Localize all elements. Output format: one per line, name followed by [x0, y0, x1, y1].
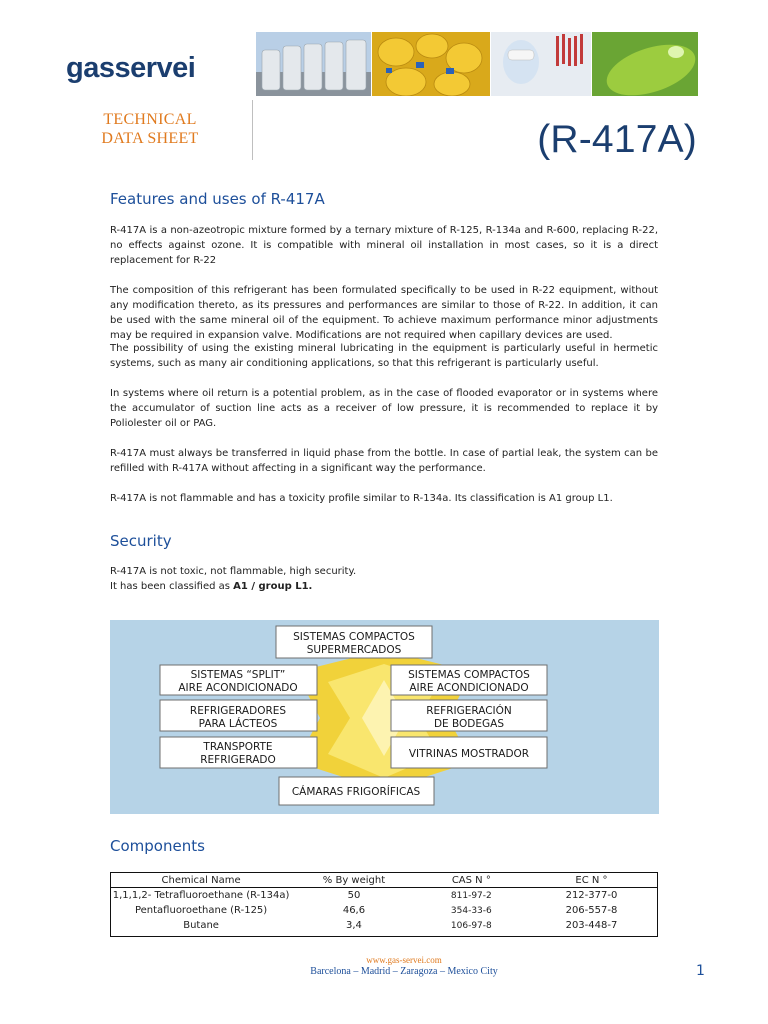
app-left3-line1: TRANSPORTE [203, 741, 273, 753]
features-paragraph-2: The composition of this refrigerant has been formulated specifically to be used in R-22 equipment, without any modification thereto, as its pressures and performances are similar to those of R-22. In addition, it can be used with the same mineral oil of the equipment. To achieve maximum performance minor adjustments may be required in expansion valve. Modifications are not required when capillary devices are used. [110, 285, 658, 341]
app-left2-line1: REFRIGERADORES [189, 705, 287, 717]
app-right2-line2: DE BODEGAS [433, 718, 505, 730]
security-heading: Security [110, 532, 172, 550]
col-ec-number: EC N ° [575, 875, 608, 886]
header-banner-photos [256, 32, 698, 96]
col-percent-weight: % By weight [322, 875, 386, 886]
features-paragraph-6: R-417A is not flammable and has a toxicity profile similar to R-134a. Its classification is A1 group L1. [110, 493, 613, 504]
app-right2-line1: REFRIGERACIÓN [426, 705, 512, 717]
app-left3-line2: REFRIGERADO [200, 754, 276, 766]
components-heading: Components [110, 837, 205, 855]
page-number: 1 [696, 963, 705, 979]
security-line-2: It has been classified as A1 / group L1. [110, 581, 313, 592]
table-header-row [111, 873, 657, 888]
footer-website-link[interactable]: www.gas-servei.com [366, 955, 442, 965]
features-paragraph-5: R-417A must always be transferred in liquid phase from the bottle. In case of partial leak, the system can be refilled with R-417A without affecting in a significant way the performance. [110, 448, 658, 474]
security-text [110, 564, 658, 594]
doc-type [94, 110, 206, 148]
doc-type-line1: TECHNICAL [103, 111, 197, 128]
security-line-1: R-417A is not toxic, not flammable, high security. [110, 566, 357, 577]
header-divider [252, 100, 253, 160]
security-classification: A1 / group L1. [233, 581, 313, 592]
col-chemical-name: Chemical Name [161, 875, 241, 886]
features-paragraph-3: The possibility of using the existing mineral lubricating in the equipment is particularly useful in hermetic systems, such as many air conditioning applications, so that this refrigerant is particularly useful. [110, 343, 658, 369]
app-left2-line2: PARA LÁCTEOS [198, 718, 278, 730]
app-right1-line2: AIRE ACONDICIONADO [409, 682, 529, 694]
features-paragraph-1: R-417A is a non-azeotropic mixture formed by a ternary mixture of R-125, R-134a and R-600, replacing R-22, no effects against ozone. It is compatible with mineral oil installation in most cases, so it is a direct replacement for R-22 [110, 225, 658, 266]
app-bottom: CÁMARAS FRIGORÍFICAS [291, 786, 421, 798]
app-top-line2: SUPERMERCADOS [306, 644, 402, 656]
app-left1-line1: SISTEMAS “SPLIT” [190, 669, 286, 681]
features-heading: Features and uses of R-417A [110, 190, 325, 208]
table-row: 1,1,1,2- Tetrafluoroethane (R-134a) 50 811-97-2 212-377-0 [112, 890, 618, 901]
company-logo [66, 52, 195, 85]
col-cas-number: CAS N ° [451, 875, 491, 886]
table-row: Pentafluoroethane (R-125) 46,6 354-33-6 206-557-8 [134, 905, 618, 916]
app-top-line1: SISTEMAS COMPACTOS [293, 631, 415, 643]
doc-type-line2: DATA SHEET [101, 130, 199, 147]
logo-text: gasservei [66, 52, 196, 84]
app-right1-line1: SISTEMAS COMPACTOS [408, 669, 530, 681]
app-right3: VITRINAS MOSTRADOR [408, 748, 530, 760]
applications-diagram [110, 620, 659, 814]
components-table [110, 872, 658, 937]
features-paragraph-4: In systems where oil return is a potential problem, as in the case of flooded evaporator or in systems where the accumulator of suction line acts as a receiver of low pressure, it is recommended to replace it by Poliolester oil or PAG. [110, 388, 658, 429]
product-code: (R-417A) [537, 118, 697, 161]
footer-cities: Barcelona – Madrid – Zaragoza – Mexico City [310, 966, 498, 977]
table-row: Butane 3,4 106-97-8 203-448-7 [183, 920, 618, 931]
app-left1-line2: AIRE ACONDICIONADO [178, 682, 298, 694]
